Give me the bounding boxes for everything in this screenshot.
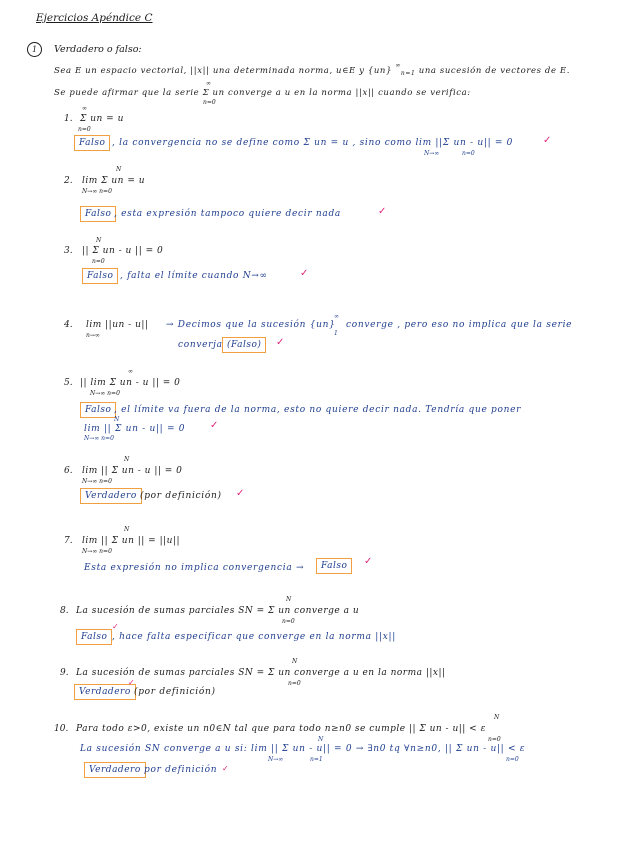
item-10-verdict: Verdadero <box>84 762 146 778</box>
item-7-number: 7. <box>64 536 73 546</box>
item-10-sup: N <box>494 714 500 721</box>
intro-line-1-end: una sucesión de vectores de E. <box>418 66 571 76</box>
item-7-statement: lim || Σ un || = ||u|| <box>82 536 181 546</box>
item-9-sub: n=0 <box>288 680 301 687</box>
item-5-number: 5. <box>64 378 73 388</box>
item-7-verdict: Falso <box>316 558 352 574</box>
item-10-statement: Para todo ε>0, existe un n0∈N tal que para todo n≥n0 se cumple || Σ un - u|| < ε <box>76 724 486 734</box>
item-10-number: 10. <box>54 724 69 734</box>
item-6-number: 6. <box>64 466 73 476</box>
item-10-sub: n=0 <box>488 736 501 743</box>
item-3-verdict: Falso <box>82 268 118 284</box>
item-10-explanation-2: por definición <box>144 765 218 775</box>
item-6-sub: N→∞ n=0 <box>82 478 112 485</box>
item-10-exp-sup: N <box>318 736 324 743</box>
item-4-number: 4. <box>64 320 73 330</box>
item-4-exp-sub: 1 <box>334 330 338 337</box>
item-4-explanation-2: converja <box>178 340 223 350</box>
item-9-number: 9. <box>60 668 69 678</box>
item-1-verdict: Falso <box>74 135 110 151</box>
item-5-explanation: , el límite va fuera de la norma, esto no quiere decir nada. Tendría que poner <box>114 405 522 415</box>
item-9-sup: N <box>292 658 298 665</box>
item-4-check-icon: ✓ <box>276 337 285 348</box>
item-10-exp-sub: N→∞ <box>268 756 284 763</box>
item-5-statement: || lim Σ un - u || = 0 <box>80 378 181 388</box>
item-4-statement: lim ||un - u|| <box>86 320 149 330</box>
item-1-sup: ∞ <box>82 105 87 112</box>
item-3-statement: || Σ un - u || = 0 <box>82 246 164 256</box>
item-10-explanation: La sucesión SN converge a u si: lim || Σ un - u|| = 0 → ∃n0 tq ∀n≥n0, || Σ un - u|| < ε <box>80 744 526 754</box>
item-5-exp2-sub: N→∞ n=0 <box>84 435 114 442</box>
item-2-explanation: , esta expresión tampoco quiere decir nada <box>114 209 341 219</box>
item-1-number: 1. <box>64 114 73 124</box>
item-2-sub: N→∞ n=0 <box>82 188 112 195</box>
intro-line-1 <box>54 62 571 77</box>
item-1-explanation: , la convergencia no se define como Σ un = u , sino como lim ||Σ un - u|| = 0 <box>112 138 514 148</box>
item-10-exp-sub2: n=1 <box>310 756 323 763</box>
item-5-exp2-sup: N <box>114 416 120 423</box>
item-5-check-icon: ✓ <box>210 420 219 431</box>
item-10-check-icon: ✓ <box>222 764 229 773</box>
item-9-statement: La sucesión de sumas parciales SN = Σ un converge a u en la norma ||x|| <box>76 668 446 678</box>
item-4-sub: n→∞ <box>86 332 100 339</box>
item-4-explanation-cont: converge , pero eso no implica que la serie <box>346 320 573 330</box>
item-1-check-icon: ✓ <box>543 135 552 146</box>
item-9-explanation: (por definición) <box>134 687 216 697</box>
item-2-verdict: Falso <box>80 206 116 222</box>
item-1-exp-sub: N→∞ <box>424 150 440 157</box>
item-3-check-icon: ✓ <box>300 268 309 279</box>
item-3-explanation: , falta el límite cuando N→∞ <box>120 271 268 281</box>
item-7-sub: N→∞ n=0 <box>82 548 112 555</box>
item-2-check-icon: ✓ <box>378 206 387 217</box>
item-9-verdict: Verdadero <box>74 684 136 700</box>
item-8-explanation: , hace falta especificar que converge en la norma ||x|| <box>112 632 396 642</box>
item-6-statement: lim || Σ un - u || = 0 <box>82 466 183 476</box>
item-9-check-icon: ✓ <box>128 678 135 687</box>
item-8-sub: n=0 <box>282 618 295 625</box>
intro-line-2-sub: n=0 <box>203 99 216 106</box>
item-8-statement: La sucesión de sumas parciales SN = Σ un converge a u <box>76 606 360 616</box>
question-number: 1 <box>27 42 42 57</box>
item-8-check-icon: ✓ <box>112 622 119 631</box>
item-6-explanation: (por definición) <box>140 491 222 501</box>
item-8-number: 8. <box>60 606 69 616</box>
item-2-statement: lim Σ un = u <box>82 176 146 186</box>
item-3-number: 3. <box>64 246 73 256</box>
item-1-statement: Σ un = u <box>80 114 124 124</box>
intro-line-1-sup: ∞ <box>395 62 401 69</box>
item-6-check-icon: ✓ <box>236 488 245 499</box>
item-4-exp-sup: ∞ <box>334 313 339 320</box>
item-7-sup: N <box>124 526 130 533</box>
item-3-sub: n=0 <box>92 258 105 265</box>
item-4-verdict: (Falso) <box>222 337 266 353</box>
item-3-sup: N <box>96 237 102 244</box>
item-5-sup: ∞ <box>128 368 133 375</box>
item-4-explanation: → Decimos que la sucesión {un} <box>166 320 336 330</box>
item-2-sup: N <box>116 166 122 173</box>
item-5-explanation-2: lim || Σ un - u|| = 0 <box>84 424 186 434</box>
intro-line-2-sup: ∞ <box>206 80 211 87</box>
intro-line-1-sub: n=1 <box>400 70 416 77</box>
item-5-sub: N→∞ n=0 <box>90 390 120 397</box>
item-5-verdict: Falso <box>80 402 116 418</box>
item-7-check-icon: ✓ <box>364 556 373 567</box>
page-title: Ejercicios Apéndice C <box>36 12 153 24</box>
item-10-exp-sub3: n=0 <box>506 756 519 763</box>
item-1-exp-sub2: n=0 <box>462 150 475 157</box>
item-8-sup: N <box>286 596 292 603</box>
item-7-explanation: Esta expresión no implica convergencia → <box>84 563 305 573</box>
item-1-sub: n=0 <box>78 126 91 133</box>
item-6-verdict: Verdadero <box>80 488 142 504</box>
item-8-verdict: Falso <box>76 629 112 645</box>
item-6-sup: N <box>124 456 130 463</box>
item-2-number: 2. <box>64 176 73 186</box>
intro-line-2: Se puede afirmar que la serie Σ un converge a u en la norma ||x|| cuando se verifica: <box>54 88 471 98</box>
question-title: Verdadero o falso: <box>54 44 142 55</box>
intro-line-1-text: Sea E un espacio vectorial, ||x|| una determinada norma, u∈E y {un} <box>54 66 392 76</box>
